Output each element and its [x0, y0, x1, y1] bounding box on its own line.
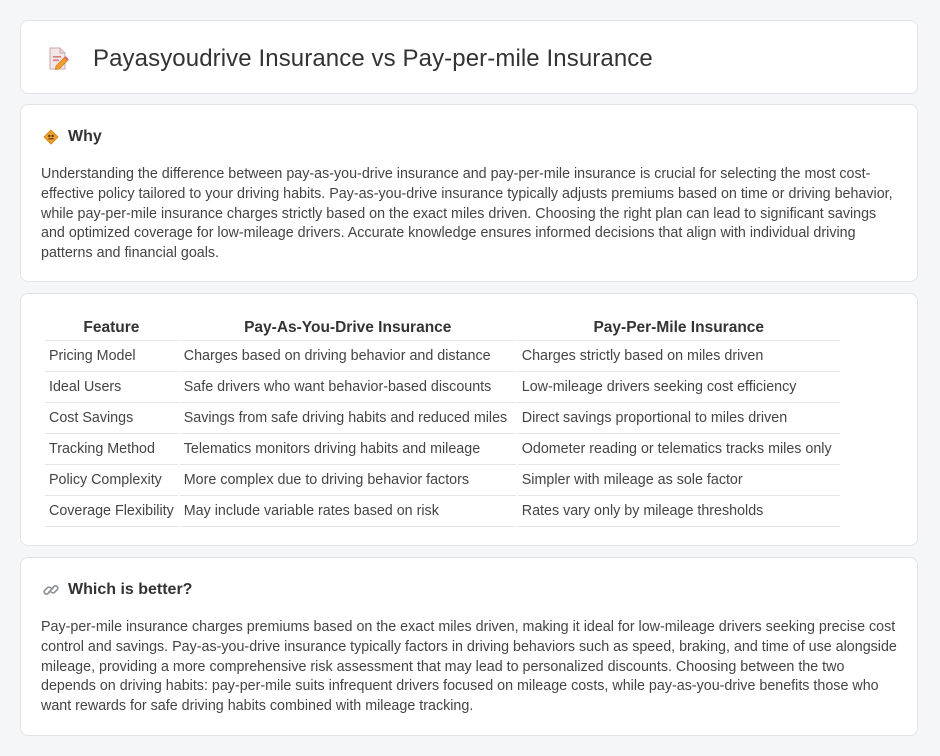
comparison-table-card [20, 293, 918, 546]
table-header-row [45, 316, 840, 341]
page-title: Payasyoudrive Insurance vs Pay-per-mile Insurance [93, 45, 653, 72]
table-row [45, 372, 840, 403]
pay-as-you-drive-cell: Savings from safe driving habits and reduced miles [180, 403, 516, 434]
why-heading-row [43, 128, 102, 146]
pay-per-mile-cell: Direct savings proportional to miles driven [518, 403, 840, 434]
title-card [20, 20, 918, 94]
feature-cell: Ideal Users [45, 372, 178, 403]
better-paragraph: Pay-per-mile insurance charges premiums based on the exact miles driven, making it ideal for low-mileage drivers seeking precise cost control and savings. Pay-as-you-drive insurance typically factors in driving behaviors such as speed, braking, and time of use alongside mileage, providing a more comprehensive risk assessment that may lead to personalized discounts. Choosing between the two depends on driving habits: pay-per-mile suits infrequent drivers focused on mileage costs, while pay-as-you-drive benefits those who want rewards for safe driving habits combined with mileage tracking. [41, 619, 897, 715]
pay-per-mile-cell: Simpler with mileage as sole factor [518, 465, 840, 496]
pay-as-you-drive-cell: Safe drivers who want behavior-based discounts [180, 372, 516, 403]
better-heading-row [43, 581, 192, 599]
feature-cell: Cost Savings [45, 403, 178, 434]
pay-per-mile-cell: Charges strictly based on miles driven [518, 341, 840, 372]
pay-as-you-drive-cell: May include variable rates based on risk [180, 496, 516, 527]
feature-cell: Tracking Method [45, 434, 178, 465]
better-heading: Which is better? [68, 581, 193, 598]
pay-as-you-drive-cell: Charges based on driving behavior and distance [180, 341, 516, 372]
comparison-table [43, 316, 842, 527]
why-paragraph: Understanding the difference between pay-as-you-drive insurance and pay-per-mile insurance is crucial for selecting the most cost-effective policy tailored to your driving habits. Pay-as-you-drive insurance typically adjusts premiums based on time or driving behavior, while pay-per-mile insurance charges strictly based on the exact miles driven. Choosing the right plan can lead to significant savings and optimized coverage for low-mileage drivers. Accurate knowledge ensures informed decisions that align with individual driving patterns and financial goals. [41, 166, 893, 262]
feature-cell: Pricing Model [45, 341, 178, 372]
table-row [45, 496, 840, 527]
pay-per-mile-cell: Low-mileage drivers seeking cost efficiency [518, 372, 840, 403]
table-row [45, 434, 840, 465]
pay-as-you-drive-cell: Telematics monitors driving habits and mileage [180, 434, 516, 465]
document-pencil-icon [47, 47, 69, 71]
road-sign-icon [43, 129, 59, 145]
header-pay-per-mile: Pay-Per-Mile Insurance [518, 316, 840, 341]
table-row [45, 341, 840, 372]
pay-per-mile-cell: Rates vary only by mileage thresholds [518, 496, 840, 527]
feature-cell: Coverage Flexibility [45, 496, 178, 527]
header-pay-as-you-drive: Pay-As-You-Drive Insurance [180, 316, 516, 341]
table-row [45, 403, 840, 434]
pay-as-you-drive-cell: More complex due to driving behavior factors [180, 465, 516, 496]
title-row [47, 45, 653, 73]
feature-cell: Policy Complexity [45, 465, 178, 496]
header-feature: Feature [45, 316, 178, 341]
link-icon [43, 582, 59, 598]
why-card [20, 104, 918, 282]
why-heading: Why [68, 128, 102, 145]
table-row [45, 465, 840, 496]
pay-per-mile-cell: Odometer reading or telematics tracks miles only [518, 434, 840, 465]
which-is-better-card [20, 557, 918, 736]
